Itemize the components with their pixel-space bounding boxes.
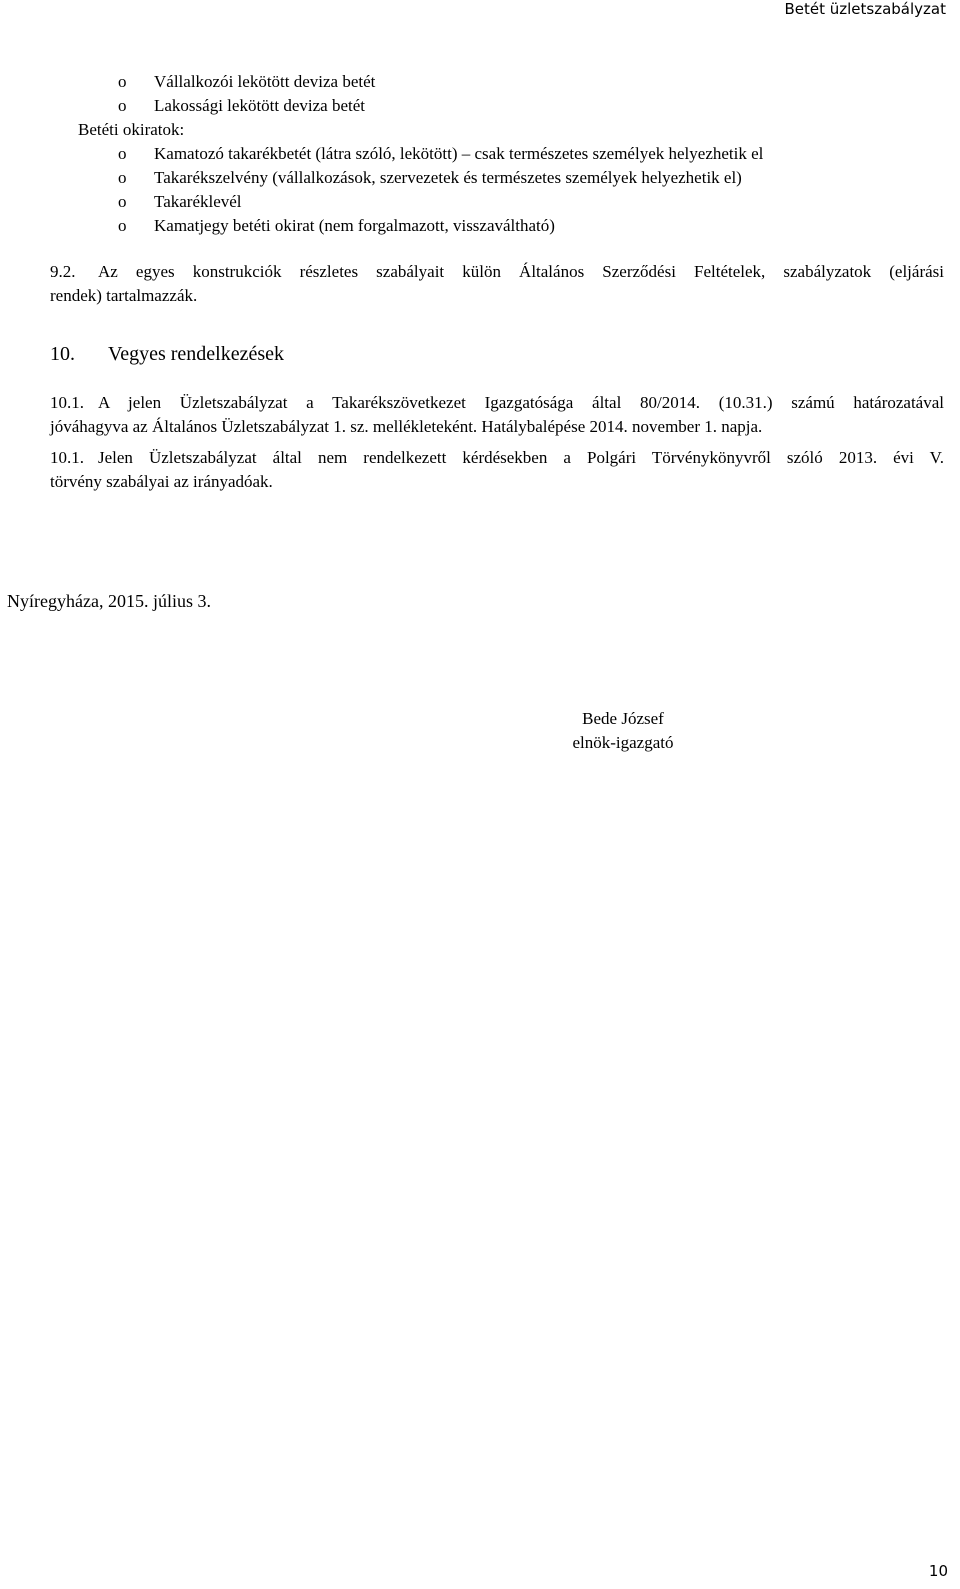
list-item-text: Takaréklevél xyxy=(154,192,242,211)
list-bullet: o xyxy=(118,144,127,163)
paragraph-9-2 xyxy=(50,260,944,308)
list-title xyxy=(50,118,944,142)
list-item-text: Vállalkozói lekötött deviza betét xyxy=(154,72,376,91)
paragraph-line: jóváhagyva az Általános Üzletszabályzat 1. sz. mellékleteként. Hatálybalépése 2014. november 1. napja. xyxy=(50,417,763,436)
list-item-text: Lakossági lekötött deviza betét xyxy=(154,96,366,115)
paragraph-number: 9.2. xyxy=(50,262,76,281)
page-number: 10 xyxy=(928,1562,948,1580)
list-item-text: Kamatozó takarékbetét (látra szóló, lekötött) – csak természetes személyek helyezhetik el xyxy=(154,144,764,163)
paragraph-10-1-b xyxy=(50,446,944,494)
list-bullet: o xyxy=(118,168,127,187)
list-item-text: Takarékszelvény (vállalkozások, szervezetek és természetes személyek helyezhetik el) xyxy=(154,168,742,187)
list-bullet: o xyxy=(118,216,127,235)
paragraph-line: A jelen Üzletszabályzat a Takarékszövetkezet Igazgatósága által 80/2014. (10.31.) számú határozatával xyxy=(98,393,944,412)
paragraph-line: Az egyes konstrukciók részletes szabályait külön Általános Szerződési Feltételek, szabályzatok (eljárási xyxy=(98,262,944,281)
signatory-role: elnök-igazgató xyxy=(572,733,674,752)
list-deviza-betet xyxy=(50,70,944,238)
section-number: 10. xyxy=(50,343,75,365)
paragraph-line: törvény szabályai az irányadóak. xyxy=(50,472,273,491)
list-item xyxy=(50,94,944,118)
paragraph-number: 10.1. xyxy=(50,393,84,412)
list-item xyxy=(50,70,944,94)
signature-block xyxy=(558,707,688,755)
running-header: Betét üzletszabályzat xyxy=(784,0,946,18)
list-bullet: o xyxy=(118,96,127,115)
list-item-text: Kamatjegy betéti okirat (nem forgalmazott, visszaváltható) xyxy=(154,216,555,235)
section-title: Vegyes rendelkezések xyxy=(108,343,285,365)
section-heading-10 xyxy=(50,341,284,367)
signatory-name: Bede József xyxy=(582,709,664,728)
list-item xyxy=(50,166,944,190)
paragraph-line: Jelen Üzletszabályzat által nem rendelkezett kérdésekben a Polgári Törvénykönyvről szóló 2013. évi V. xyxy=(98,448,944,467)
list-item xyxy=(50,142,944,166)
list-bullet: o xyxy=(118,72,127,91)
paragraph-number: 10.1. xyxy=(50,448,84,467)
paragraph-line: rendek) tartalmazzák. xyxy=(50,286,198,305)
paragraph-10-1-a xyxy=(50,391,944,439)
list-title-text: Betéti okiratok: xyxy=(78,120,185,139)
list-bullet: o xyxy=(118,192,127,211)
place-and-date: Nyíregyháza, 2015. július 3. xyxy=(7,591,211,611)
list-item xyxy=(50,214,944,238)
list-item xyxy=(50,190,944,214)
